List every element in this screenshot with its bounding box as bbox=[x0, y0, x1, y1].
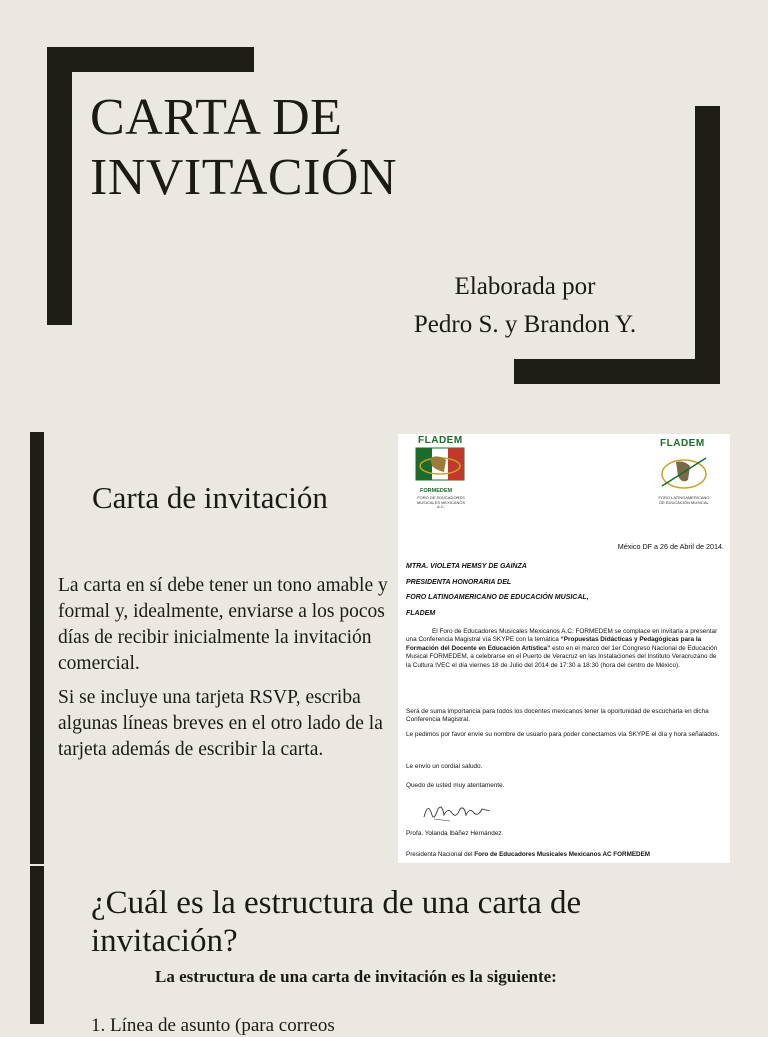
frame-corner-top-left-horizontal bbox=[47, 47, 254, 72]
letter-closing: Quedo de usted muy atentamente. bbox=[406, 782, 505, 789]
structure-list-item: 1. Línea de asunto (para correos bbox=[91, 1015, 335, 1036]
logo-left-caption: FORO DE EDUCADORES MUSICALES MEXICANOS A.C. bbox=[416, 495, 466, 509]
structure-slide bbox=[0, 866, 768, 1036]
author-byline bbox=[360, 268, 690, 344]
slide-title bbox=[90, 88, 397, 208]
letter-body-importance: Será de suma importancia para todos los docentes mexicanos tener la oportunidad de escucharla en dicha Conferencia Magistral. bbox=[406, 708, 709, 724]
logo-right-caption: FORO LATINOAMERICANO DE EDUCACIÓN MUSICAL bbox=[658, 495, 710, 505]
byline-label: Elaborada por bbox=[454, 273, 596, 300]
slide-body-text bbox=[58, 573, 398, 771]
logo-left-wordmark: FLADEM bbox=[418, 435, 463, 446]
frame-corner-bottom-right-horizontal bbox=[514, 359, 720, 384]
slide-accent-rule bbox=[30, 866, 44, 1024]
letter-body-invitation-intro: El Foro de Educadores Musicales Mexicanos A.C. FORMEDEM se complace en invitarla a presentar una Conferencia Magistral vía SKYPE con la temática bbox=[406, 628, 718, 644]
recipient-name: MTRA. VIOLETA HEMSY DE GAINZA bbox=[406, 563, 527, 570]
letter-greeting: Le envío un cordial saludo. bbox=[406, 763, 483, 770]
handwritten-signature bbox=[420, 797, 500, 825]
slide-heading: Carta de invitación bbox=[92, 480, 328, 515]
slide-title-line2: INVITACIÓN bbox=[90, 149, 397, 206]
slide-title-line1: CARTA DE bbox=[90, 89, 343, 146]
fladem-logo-right bbox=[654, 438, 714, 516]
recipient-acronym: FLADEM bbox=[406, 609, 436, 617]
invitation-letter-slide bbox=[0, 432, 768, 864]
letter-signer-title bbox=[406, 851, 721, 859]
title-slide bbox=[0, 0, 768, 406]
slide-accent-rule bbox=[30, 432, 44, 864]
letter-body-request: Le pedimos por favor envíe su nombre de usuario para poder conectarnos vía SKYPE el día y hora señalados. bbox=[406, 731, 720, 738]
fladem-logo-left bbox=[412, 436, 468, 514]
globe-emblem-icon bbox=[654, 450, 714, 494]
body-paragraph-tone: La carta en sí debe tener un tono amable y formal y, idealmente, enviarse a los pocos días de recibir inicialmente la invitación comercial. bbox=[58, 575, 388, 674]
slide-heading-line1: ¿Cuál es la estructura de una carta de bbox=[91, 885, 582, 921]
logo-left-subtitle: FORMEDEM bbox=[420, 488, 453, 494]
letter-signer-title-prefix: Presidenta Nacional del bbox=[406, 851, 475, 858]
recipient-role: PRESIDENTA HONORARIA DEL bbox=[406, 578, 512, 586]
byline-authors: Pedro S. y Brandon Y. bbox=[413, 311, 637, 338]
recipient-organization: FORO LATINOAMERICANO DE EDUCACIÓN MUSICAL, bbox=[406, 594, 589, 601]
body-paragraph-rsvp: Si se incluye una tarjeta RSVP, escriba algunas líneas breves en el otro lado de la tarjeta además de escribir la carta. bbox=[58, 687, 383, 760]
sample-letter-image bbox=[398, 434, 730, 863]
letter-date: México DF a 26 de Abril de 2014. bbox=[617, 542, 724, 551]
letter-signer-name: Profa. Yolanda Ibáñez Hernández. bbox=[406, 830, 504, 837]
letter-body-invitation-details: esto en el marco del 1er Congreso Nacional de Educación Musical FORMEDEM, a celebrarse en el Puerto de Veracruz en las Instalaciones del Instituto Veracruzano de la Cultura IVEC el día viernes 18 de Julio del 2014 de 17:30 a 18:30 (hora del centro de México). bbox=[406, 644, 718, 669]
letter-recipient bbox=[406, 559, 721, 621]
letter-conference-title: “Propuestas Didácticas y Pedagógicas para la Formación del Docente en Educación Artística” bbox=[406, 636, 702, 652]
frame-corner-top-left-vertical bbox=[47, 47, 72, 325]
slide-subtitle: La estructura de una carta de invitación es la siguiente: bbox=[155, 967, 557, 986]
slide-heading bbox=[91, 884, 581, 960]
letter-body-invitation bbox=[406, 628, 721, 670]
frame-corner-bottom-right-vertical bbox=[695, 106, 720, 384]
letter-signer-organization: Foro de Educadores Musicales Mexicanos AC FORMEDEM bbox=[474, 851, 651, 858]
logo-right-wordmark: FLADEM bbox=[660, 438, 705, 449]
slide-heading-line2: invitación? bbox=[91, 923, 238, 959]
